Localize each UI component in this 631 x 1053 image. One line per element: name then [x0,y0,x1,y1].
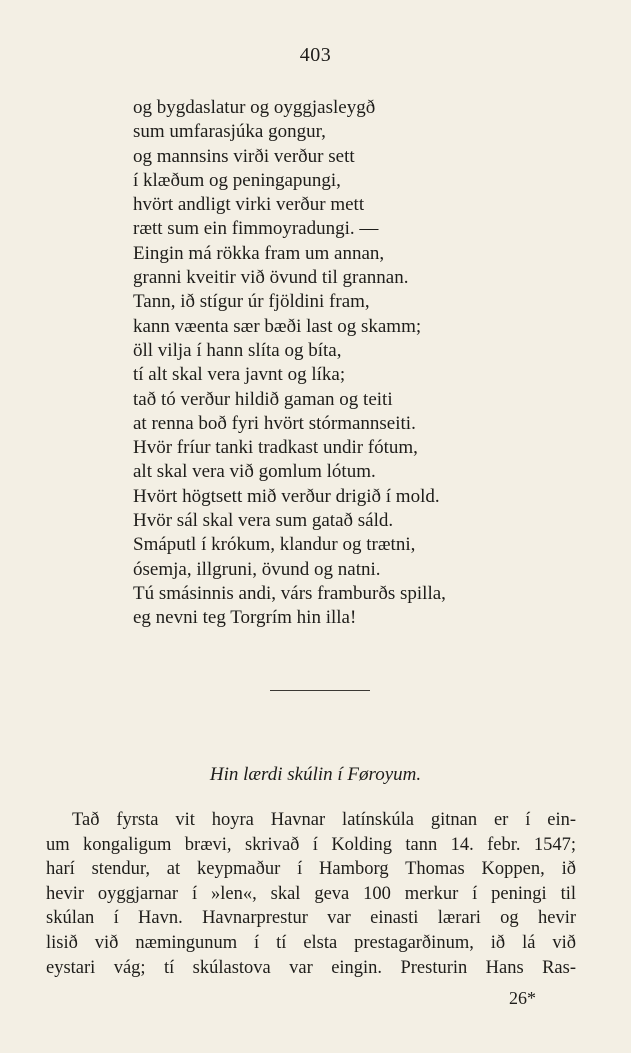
prose-line: lisið við næmingunum í tí elsta prestagarðinum, ið lá við [46,932,576,953]
page-number: 403 [299,44,332,66]
poem-stanza [133,96,513,631]
poem-line: í klæðum og peningapungi, [133,169,341,191]
poem-line: tað tó verður hildið gaman og teiti [133,388,393,410]
section-heading: Hin lærdi skúlin í Føroyum. [209,764,422,785]
poem-line: Hvör fríur tanki tradkast undir fótum, [133,437,418,459]
poem-line: Eingin má rökka fram um annan, [133,242,385,264]
poem-line: tí alt skal vera javnt og líka; [133,364,346,386]
poem-line: Hvört högtsett mið verður drigið í mold. [133,485,440,507]
poem-line: kann væenta sær bæði last og skamm; [133,315,422,337]
poem-line: og mannsins virði verður sett [133,145,355,167]
poem-line: at renna boð fyri hvört stórmannseiti. [133,412,416,434]
poem-line: Hvör sál skal vera sum gatað sáld. [133,510,394,532]
poem-line: granni kveitir við övund til grannan. [133,267,409,289]
poem-line: og bygdaslatur og oyggjasleygð [133,97,376,118]
poem-line: ósemja, illgruni, övund og natni. [133,558,381,580]
prose-line: eystari vág; tí skúlastova var eingin. Presturin Hans Ras- [46,957,576,978]
poem-line: sum umfarasjúka gongur, [133,121,326,143]
poem-line: Smáputl í krókum, klandur og trætni, [133,534,416,556]
poem-line: öll vilja í hann slíta og bíta, [133,339,342,361]
poem-line: eg nevni teg Torgrím hin illa! [133,607,357,629]
poem-line: Tann, ið stígur úr fjöldini fram, [133,291,370,313]
poem-line: rætt sum ein fimmoyradungi. — [133,218,379,240]
prose-line: Tað fyrsta vit hoyra Havnar latínskúla gitnan er í ein- [72,810,576,830]
printer-signature-mark: 26* [509,988,536,1008]
prose-line: harí stendur, at keypmaður í Hamborg Thomas Koppen, ið [46,859,576,880]
prose-line: skúlan í Havn. Havnarprestur var einasti lærari og hevir [46,908,576,929]
section-divider [270,690,370,691]
prose-line: hevir oyggjarnar í »len«, skal geva 100 merkur í peningi til [46,883,576,904]
prose-line: um kongaligum brævi, skrivað í Kolding tann 14. febr. 1547; [46,834,576,855]
poem-line: hvört andligt virki verður mett [133,194,365,216]
poem-line: Tú smásinnis andi, várs framburðs spilla, [133,582,446,604]
poem-line: alt skal vera við gomlum lótum. [133,461,376,483]
prose-paragraph [46,808,576,980]
